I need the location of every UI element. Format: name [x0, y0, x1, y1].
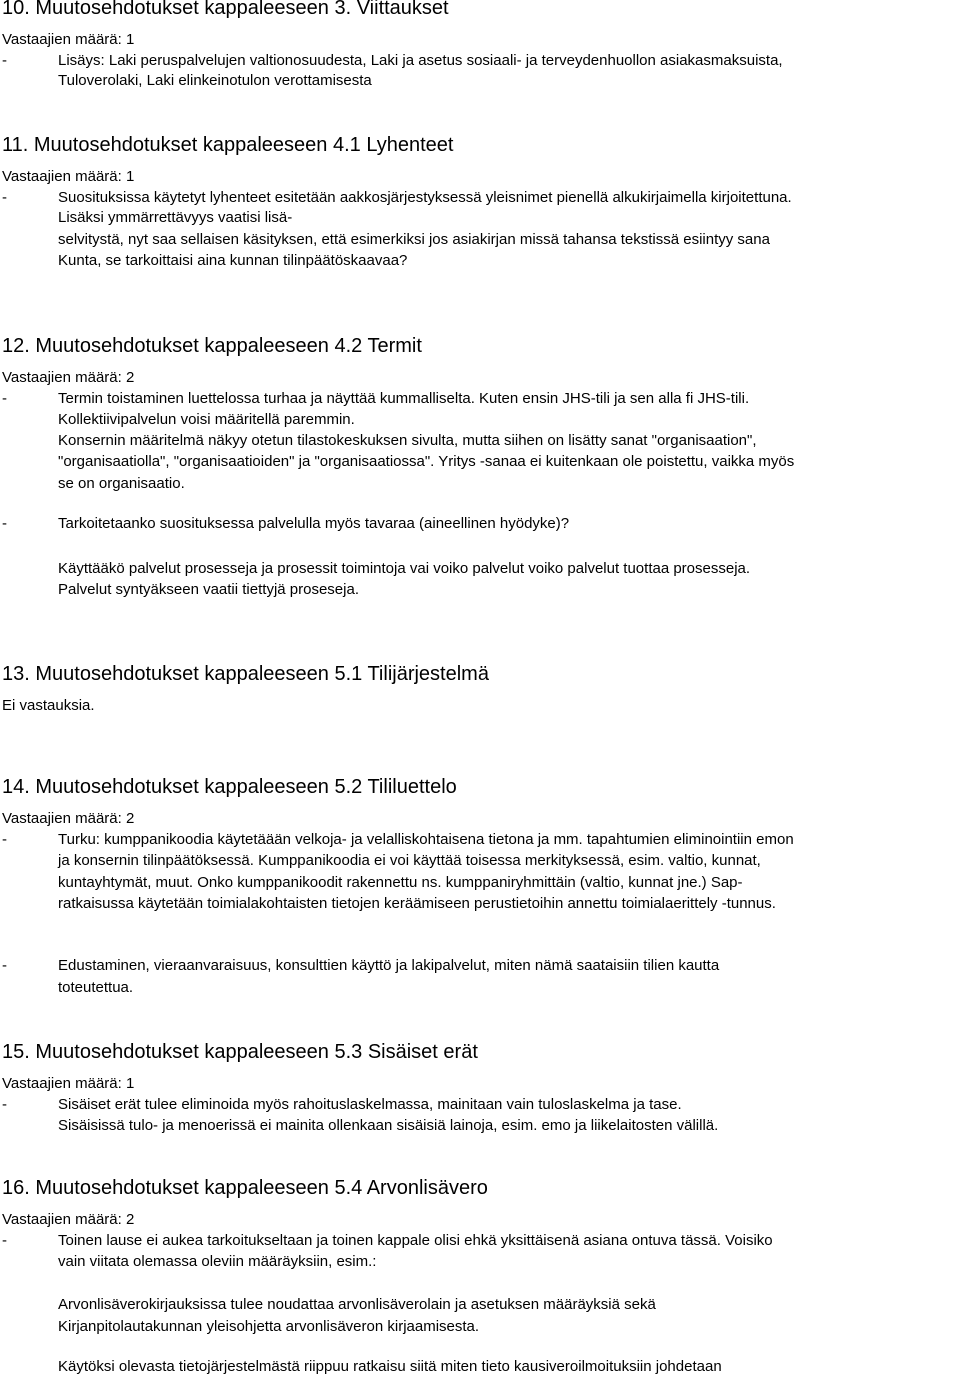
section-10-heading: 10. Muutosehdotukset kappaleeseen 3. Viittaukset [2, 0, 449, 19]
section-12-line-4: "organisaatiolla", "organisaatioiden" ja "organisaatiossa". Yritys -sanaa ei kuitenkaan ole poistettu, vaikka myös [58, 453, 795, 470]
bullet-dash: - [2, 831, 7, 848]
section-15-heading: 15. Muutosehdotukset kappaleeseen 5.3 Sisäiset erät [2, 1041, 478, 1063]
bullet-dash: - [2, 390, 7, 407]
section-14-line-6: toteutettua. [58, 979, 134, 996]
section-11-line-3: selvitystä, nyt saa sellaisen käsityksen, että esimerkiksi jos asiakirjan missä tahansa tekstissä esiintyy sana [58, 231, 770, 248]
bullet-dash: - [2, 189, 7, 206]
bullet-dash: - [2, 1096, 7, 1113]
section-15-line-1: Sisäiset erät tulee eliminoida myös rahoituslaskelmassa, mainitaan vain tuloslaskelma ja tase. [58, 1096, 682, 1113]
section-11-line-1: Suosituksissa käytetyt lyhenteet esitetään aakkosjärjestyksessä yleisnimet pienellä alkukirjaimella kirjoitettuna. [58, 189, 792, 206]
section-14-line-3: kuntayhtymät, muut. Onko kumppanikoodit rakennettu ns. kumppaniryhmittäin (valtio, kunnat jne.) Sap- [58, 874, 743, 891]
section-10-respondent-count: Vastaajien määrä: 1 [2, 31, 135, 48]
section-11-heading: 11. Muutosehdotukset kappaleeseen 4.1 Lyhenteet [2, 134, 454, 156]
bullet-dash: - [2, 957, 7, 974]
bullet-dash: - [2, 515, 7, 532]
section-16-line-5: Käytöksi olevasta tietojärjestelmästä riippuu ratkaisu siitä miten tieto kausiveroilmoituksiin johdetaan [58, 1358, 722, 1375]
section-11-line-4: Kunta, se tarkoittaisi aina kunnan tilinpäätöskaavaa? [58, 252, 408, 269]
section-12-line-2: Kollektiivipalvelun voisi määritellä paremmin. [58, 411, 355, 428]
section-14-respondent-count: Vastaajien määrä: 2 [2, 810, 135, 827]
section-16-respondent-count: Vastaajien määrä: 2 [2, 1211, 135, 1228]
section-14-line-1: Turku: kumppanikoodia käytetäään velkoja- ja velalliskohtaisena tietona ja mm. tapahtumien eliminointiin emon [58, 831, 794, 848]
section-12-heading: 12. Muutosehdotukset kappaleeseen 4.2 Termit [2, 335, 422, 357]
section-12-line-8: Palvelut syntyäkseen vaatii tiettyjä proseseja. [58, 581, 359, 598]
section-11-respondent-count: Vastaajien määrä: 1 [2, 168, 135, 185]
section-16-line-4: Kirjanpitolautakunnan yleisohjetta arvonlisäveron kirjaamisesta. [58, 1318, 480, 1335]
section-14-line-2: ja konsernin tilinpäätöksessä. Kumppanikoodia ei voi käyttää toisessa merkityksessä, esim. valtio, kunnat, [58, 852, 761, 869]
section-12-line-7: Käyttääkö palvelut prosesseja ja prosessit toimintoja vai voiko palvelut voiko palvelut tuottaa prosesseja. [58, 560, 751, 577]
section-15-respondent-count: Vastaajien määrä: 1 [2, 1075, 135, 1092]
section-12-line-6: Tarkoitetaanko suosituksessa palvelulla myös tavaraa (aineellinen hyödyke)? [58, 515, 570, 532]
section-12-line-5: se on organisaatio. [58, 475, 185, 492]
section-14-heading: 14. Muutosehdotukset kappaleeseen 5.2 Tililuettelo [2, 776, 457, 798]
section-16-heading: 16. Muutosehdotukset kappaleeseen 5.4 Arvonlisävero [2, 1177, 488, 1199]
section-16-line-1: Toinen lause ei aukea tarkoitukseltaan ja toinen kappale olisi ehkä yksittäisenä asiana ontuva tässä. Voisiko [58, 1232, 773, 1249]
section-13-no-answers: Ei vastauksia. [2, 697, 95, 714]
section-14-line-5: Edustaminen, vieraanvaraisuus, konsulttien käyttö ja lakipalvelut, miten nämä saataisiin tilien kautta [58, 957, 720, 974]
section-15-line-2: Sisäisissä tulo- ja menoerissä ei mainita ollenkaan sisäisiä lainoja, esim. emo ja liikelaitosten välillä. [58, 1117, 719, 1134]
section-16-line-3: Arvonlisäverokirjauksissa tulee noudattaa arvonlisäverolain ja asetuksen määräyksiä sekä [58, 1296, 656, 1313]
section-10-line-2: Tuloverolaki, Laki elinkeinotulon verottamisesta [58, 72, 372, 89]
bullet-dash: - [2, 52, 7, 69]
section-16-line-2: vain viitata olemassa oleviin määräyksiin, esim.: [58, 1253, 377, 1270]
section-12-respondent-count: Vastaajien määrä: 2 [2, 369, 135, 386]
bullet-dash: - [2, 1232, 7, 1249]
section-12-line-3: Konsernin määritelmä näkyy otetun tilastokeskuksen sivulta, mutta siihen on lisätty sanat "organisaation", [58, 432, 757, 449]
section-13-heading: 13. Muutosehdotukset kappaleeseen 5.1 Tilijärjestelmä [2, 663, 489, 685]
section-10-line-1: Lisäys: Laki peruspalvelujen valtionosuudesta, Laki ja asetus sosiaali- ja terveydenhuollon asiakasmaksuista, [58, 52, 783, 69]
section-14-line-4: ratkaisussa käytetään toimialakohtaisten tietojen keräämiseen perustietoihin annettu toimialaerittely -tunnus. [58, 895, 776, 912]
section-11-line-2: Lisäksi ymmärrettävyys vaatisi lisä- [58, 209, 293, 226]
section-12-line-1: Termin toistaminen luettelossa turhaa ja näyttää kummalliselta. Kuten ensin JHS-tili ja sen alla fi JHS-tili. [58, 390, 750, 407]
